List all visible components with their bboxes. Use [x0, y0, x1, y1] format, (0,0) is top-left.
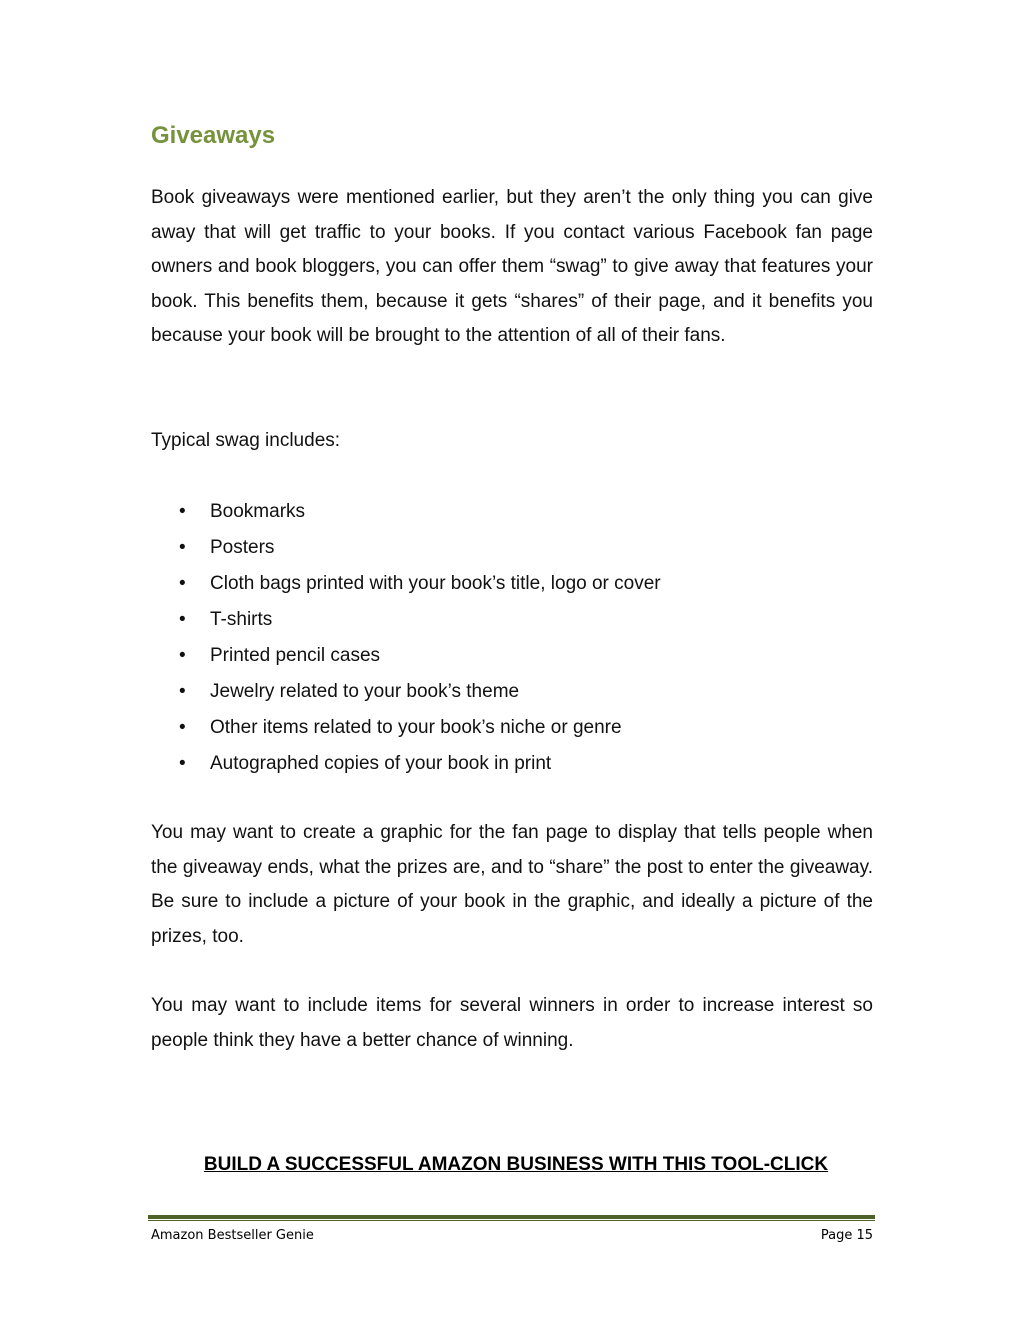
list-item-label: Bookmarks	[210, 501, 306, 522]
document-page	[151, 0, 873, 1325]
winners-paragraph: You may want to include items for several winners in order to increase interest so people think they have a better chance of winning.	[151, 995, 873, 1051]
list-item	[151, 638, 661, 674]
list-item	[151, 674, 661, 710]
list-item-label: T-shirts	[210, 609, 273, 630]
bullet-icon: •	[179, 645, 186, 666]
bullet-icon: •	[179, 717, 186, 738]
list-item-label: Autographed copies of your book in print	[210, 753, 552, 774]
list-item	[151, 494, 661, 530]
bullet-icon: •	[179, 537, 186, 558]
section-heading: Giveaways	[151, 122, 276, 149]
list-item-label: Jewelry related to your book’s theme	[210, 681, 520, 702]
footer-divider-thin	[148, 1220, 875, 1221]
cta-link[interactable]: BUILD A SUCCESSFUL AMAZON BUSINESS WITH THIS TOOL-CLICK	[203, 1154, 829, 1175]
list-item-label: Cloth bags printed with your book’s title, logo or cover	[210, 573, 661, 594]
bullet-icon: •	[179, 501, 186, 522]
footer-divider-thick	[148, 1215, 875, 1219]
page-number: Page 15	[820, 1228, 873, 1243]
footer-title: Amazon Bestseller Genie	[151, 1228, 314, 1243]
bullet-icon: •	[179, 609, 186, 630]
list-item	[151, 746, 661, 782]
intro-paragraph: Book giveaways were mentioned earlier, but they aren’t the only thing you can give away that will get traffic to your books. If you contact various Facebook fan page owners and book bloggers, you can offer them “swag” to give away that features your book. This benefits them, because it gets “shares” of their page, and it benefits you because your book will be brought to the attention of all of their fans.	[151, 187, 873, 347]
footer-divider	[148, 1215, 875, 1222]
list-item	[151, 602, 661, 638]
list-item	[151, 566, 661, 602]
swag-intro-paragraph: Typical swag includes:	[151, 430, 341, 451]
list-item	[151, 530, 661, 566]
bullet-icon: •	[179, 753, 186, 774]
graphic-paragraph: You may want to create a graphic for the fan page to display that tells people when the giveaway ends, what the prizes are, and to “share” the post to enter the giveaway. Be sure to include a picture of your book in the graphic, and ideally a picture of the prizes, too.	[151, 822, 873, 947]
swag-list	[151, 494, 661, 782]
list-item-label: Other items related to your book’s niche or genre	[210, 717, 622, 738]
bullet-icon: •	[179, 681, 186, 702]
list-item	[151, 710, 661, 746]
list-item-label: Printed pencil cases	[210, 645, 381, 666]
bullet-icon: •	[179, 573, 186, 594]
list-item-label: Posters	[210, 537, 275, 558]
